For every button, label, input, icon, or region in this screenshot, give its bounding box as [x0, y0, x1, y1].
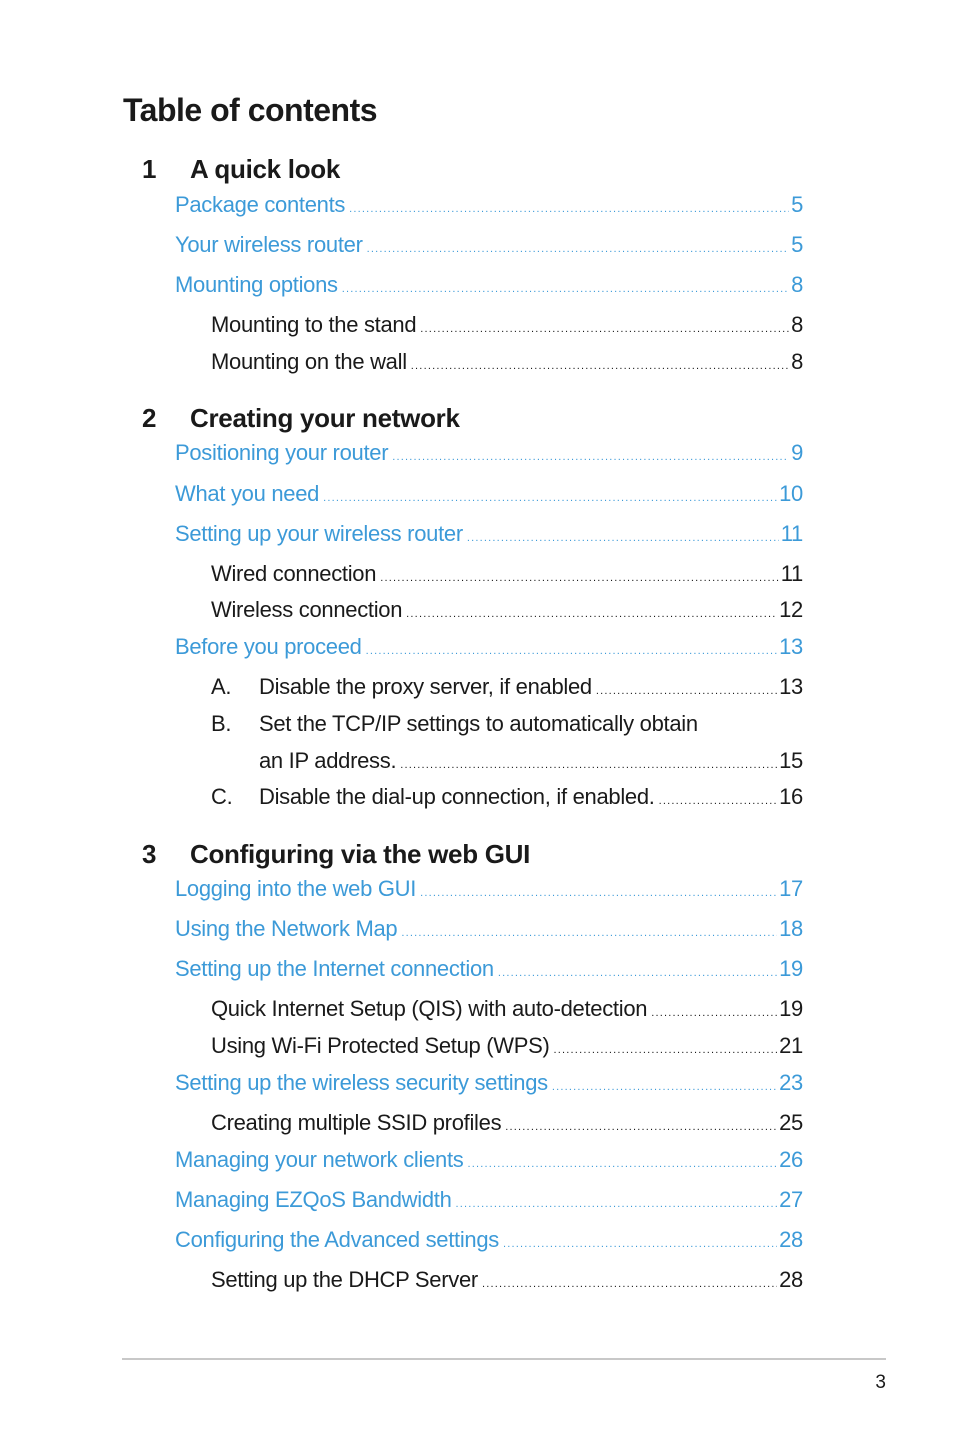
- toc-page-number: 23: [779, 1070, 803, 1095]
- toc-page-number: 16: [779, 784, 803, 809]
- toc-page-number: 8: [791, 312, 803, 337]
- dot-leader: [554, 1036, 778, 1064]
- toc-page-number: 19: [779, 996, 803, 1021]
- toc-entry-label: Using the Network Map: [175, 916, 398, 941]
- toc-page-number: 19: [779, 956, 803, 981]
- dot-leader: [349, 195, 789, 223]
- toc-subentry-disable-dialup: [211, 783, 803, 811]
- dot-leader: [367, 235, 789, 263]
- toc-subentry-mounting-stand: [211, 311, 803, 339]
- toc-subentry-dhcp-server: [211, 1266, 803, 1294]
- toc-entry-label: Using Wi-Fi Protected Setup (WPS): [211, 1033, 550, 1058]
- dot-leader: [467, 1150, 777, 1178]
- dot-leader: [498, 959, 777, 987]
- toc-subentry-mounting-wall: [211, 348, 803, 376]
- dot-leader: [323, 484, 777, 512]
- toc-entry-label: Wireless connection: [211, 597, 403, 622]
- toc-entry-label: Mounting options: [175, 272, 338, 297]
- toc-page-number: 17: [779, 876, 803, 901]
- dot-leader: [505, 1113, 777, 1141]
- toc-page-number: 13: [779, 674, 803, 699]
- toc-page-number: 5: [791, 232, 803, 257]
- toc-entry-label: Package contents: [175, 192, 346, 217]
- toc-link-internet-connection[interactable]: [175, 955, 803, 983]
- toc-entry-label: What you need: [175, 481, 320, 506]
- chapter-number: 2: [142, 403, 157, 433]
- toc-page-number: 8: [791, 349, 803, 374]
- toc-entry-label: Disable the dial-up connection, if enabled.: [259, 784, 655, 809]
- toc-subentry-wireless-connection: [211, 596, 803, 624]
- toc-link-wireless-security[interactable]: [175, 1069, 803, 1097]
- toc-link-setting-up-router[interactable]: [175, 520, 803, 548]
- toc-entry-label: Mounting to the stand: [211, 312, 417, 337]
- dot-leader: [420, 879, 777, 907]
- toc-link-before-you-proceed[interactable]: [175, 633, 803, 661]
- chapter-title: Configuring via the web GUI: [190, 839, 531, 869]
- footer-rule: [122, 1358, 886, 1360]
- page-title: Table of contents: [123, 92, 378, 128]
- toc-entry-label: Setting up the Internet connection: [175, 956, 494, 981]
- dot-leader: [392, 443, 789, 471]
- toc-page-number: 21: [779, 1033, 803, 1058]
- chapter-title: A quick look: [190, 154, 341, 184]
- chapter-number: 3: [142, 839, 157, 869]
- toc-subentry-disable-proxy: [211, 673, 803, 701]
- toc-entry-label: Setting up your wireless router: [175, 521, 463, 546]
- dot-leader: [596, 677, 777, 705]
- toc-entry-label: Creating multiple SSID profiles: [211, 1110, 502, 1135]
- toc-entry-label: Managing EZQoS Bandwidth: [175, 1187, 452, 1212]
- toc-item-letter: C.: [211, 784, 233, 809]
- dot-leader: [503, 1230, 777, 1258]
- toc-link-your-wireless-router[interactable]: [175, 231, 803, 259]
- toc-page-number: 26: [779, 1147, 803, 1172]
- dot-leader: [411, 352, 789, 380]
- dot-leader: [342, 275, 789, 303]
- toc-link-network-clients[interactable]: [175, 1146, 803, 1174]
- toc-entry-label: Logging into the web GUI: [175, 876, 417, 901]
- dot-leader: [482, 1270, 777, 1298]
- dot-leader: [366, 637, 778, 665]
- dot-leader: [400, 751, 777, 779]
- toc-subentry-wired-connection: [211, 560, 803, 588]
- toc-entry-label: Disable the proxy server, if enabled: [259, 674, 592, 699]
- dot-leader: [659, 787, 778, 815]
- dot-leader: [406, 600, 777, 628]
- toc-entry-label: Quick Internet Setup (QIS) with auto-detection: [211, 996, 648, 1021]
- toc-entry-label: Configuring the Advanced settings: [175, 1227, 499, 1252]
- toc-entry-label: Setting up the wireless security settings: [175, 1070, 548, 1095]
- toc-page-number: 28: [779, 1267, 803, 1292]
- toc-page-number: 11: [780, 561, 803, 586]
- toc-entry-label-continued: an IP address.: [259, 748, 397, 773]
- toc-entry-label: Setting up the DHCP Server: [211, 1267, 478, 1292]
- dot-leader: [467, 524, 779, 552]
- chapter-heading: [142, 153, 340, 185]
- toc-link-ezqos-bandwidth[interactable]: [175, 1186, 803, 1214]
- toc-page-number: 25: [779, 1110, 803, 1135]
- toc-subentry-tcpip-continued: [259, 747, 803, 775]
- dot-leader: [651, 999, 777, 1027]
- toc-entry-label: Your wireless router: [175, 232, 363, 257]
- toc-subentry-wps: [211, 1032, 803, 1060]
- toc-entry-label: Wired connection: [211, 561, 377, 586]
- toc-page-number: 27: [779, 1187, 803, 1212]
- chapter-title: Creating your network: [190, 403, 460, 433]
- toc-page-number: 13: [779, 634, 803, 659]
- toc-page-number: 11: [780, 521, 803, 546]
- toc-page-number: 9: [791, 440, 803, 465]
- toc-subentry-tcpip-settings: [211, 710, 803, 738]
- chapter-number: 1: [142, 154, 157, 184]
- toc-link-positioning-router[interactable]: [175, 439, 803, 467]
- toc-subentry-multiple-ssid: [211, 1109, 803, 1137]
- footer-page-number: 3: [875, 1372, 886, 1393]
- toc-page-number: 15: [779, 748, 803, 773]
- toc-link-mounting-options[interactable]: [175, 271, 803, 299]
- toc-page-number: 5: [791, 192, 803, 217]
- dot-leader: [420, 315, 789, 343]
- dot-leader: [401, 919, 777, 947]
- toc-subentry-qis: [211, 995, 803, 1023]
- chapter-heading: [142, 402, 460, 434]
- dot-leader: [456, 1190, 778, 1218]
- toc-link-logging-into-web-gui[interactable]: [175, 875, 803, 903]
- toc-entry-label: Mounting on the wall: [211, 349, 407, 374]
- toc-link-what-you-need[interactable]: [175, 480, 803, 508]
- toc-page-number: 10: [779, 481, 803, 506]
- toc-link-package-contents[interactable]: [175, 191, 803, 219]
- toc-entry-label: Managing your network clients: [175, 1147, 464, 1172]
- toc-page-number: 18: [779, 916, 803, 941]
- toc-entry-label: Before you proceed: [175, 634, 362, 659]
- dot-leader: [380, 564, 779, 592]
- toc-link-advanced-settings[interactable]: [175, 1226, 803, 1254]
- dot-leader: [552, 1073, 777, 1101]
- toc-link-network-map[interactable]: [175, 915, 803, 943]
- toc-item-letter: B.: [211, 711, 232, 736]
- toc-entry-label: Set the TCP/IP settings to automatically obtain: [259, 711, 698, 736]
- chapter-heading: [142, 838, 530, 870]
- toc-page-number: 28: [779, 1227, 803, 1252]
- toc-page-number: 12: [779, 597, 803, 622]
- toc-entry-label: Positioning your router: [175, 440, 389, 465]
- toc-page-number: 8: [791, 272, 803, 297]
- toc-item-letter: A.: [211, 674, 232, 699]
